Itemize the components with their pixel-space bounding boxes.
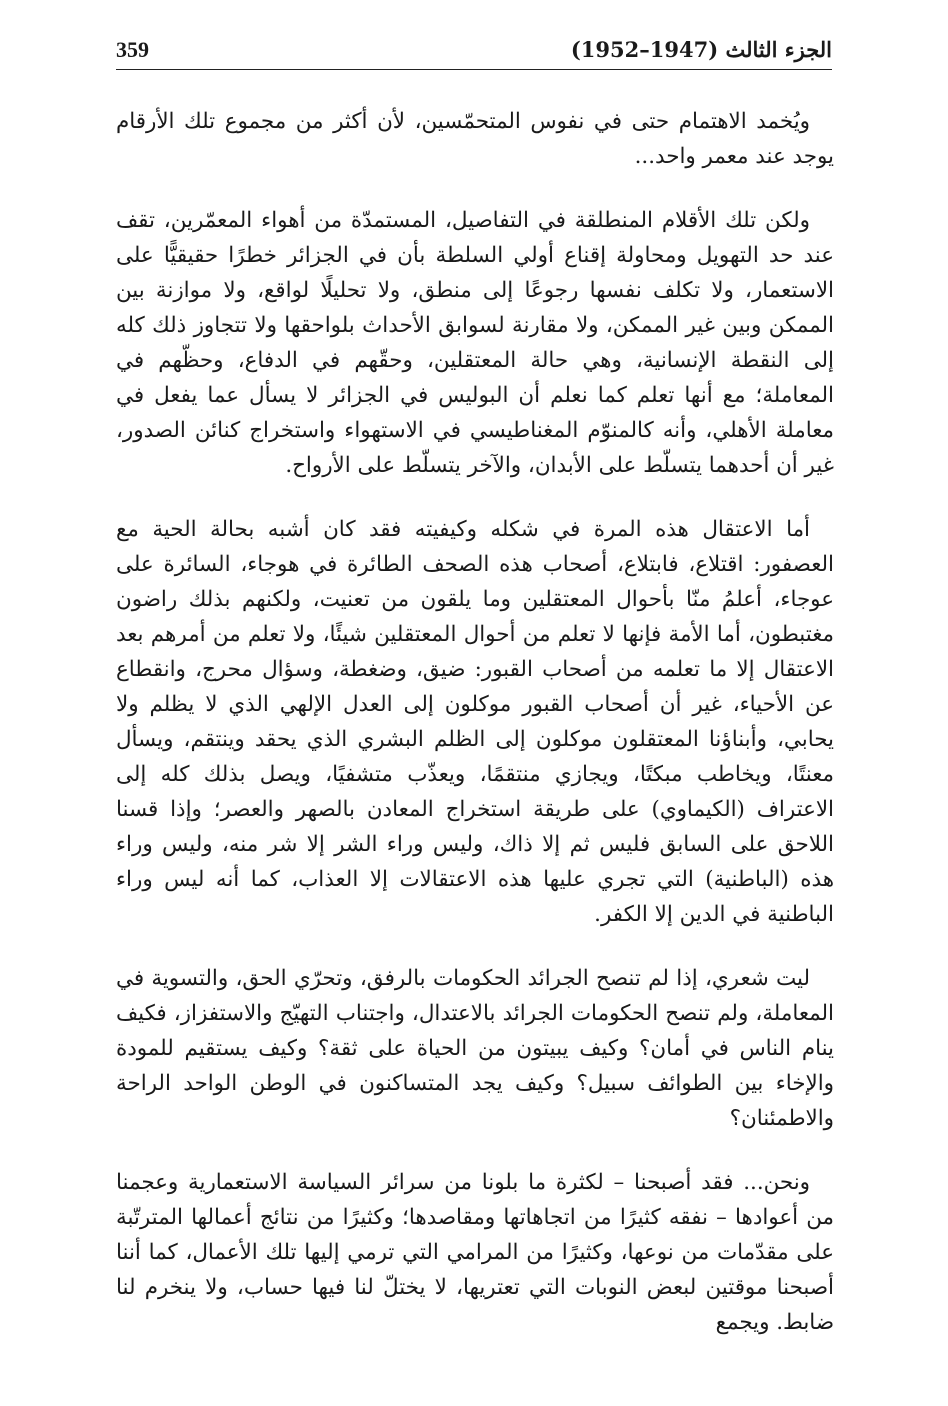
paragraph-2: ولكن تلك الأقلام المنطلقة في التفاصيل، المستمدّة من أهواء المعمّرين، تقف عند حد التهويل ومحاولة إقناع أولي السلطة بأن في الجزائر خطرًا حقيقيًّا على الاستعمار، ولا تكلف نفسها رجوعًا إلى منطق، ولا تحليلًا لواقع، ولا موازنة بين الممكن وبين غير الممكن، ولا مقارنة لسوابق الأحداث بلواحقها ولا تتجاوز ذلك كله إلى النقطة الإنسانية، وهي حالة المعتقلين، وحقّهم في الدفاع، وحظّهم في المعاملة؛ مع أنها تعلم كما نعلم أن البوليس في الجزائر لا يسأل عما يفعل في معاملة الأهلي، وأنه كالمنوّم المغناطيسي في الاستهواء واستخراج كنائن الصدور، غير أن أحدهما يتسلّط على الأبدان، والآخر يتسلّط على الأرواح. [116,208,834,478]
running-title: الجزء الثالث (1947–1952) [570,37,832,62]
page-body [116,104,834,1369]
paragraph-4: ليت شعري، إذا لم تنصح الجرائد الحكومات بالرفق، وتحرّي الحق، والتسوية في المعاملة، ولم تنصح الحكومات الجرائد بالاعتدال، واجتناب التهيّج والاستفزاز، فكيف ينام الناس في أمان؟ وكيف يبيتون من الحياة على ثقة؟ وكيف يستقيم للمودة والإخاء بين الطوائف سبيل؟ وكيف يجد المتساكنون في الوطن الواحد الراحة والاطمئنان؟ [116,966,834,1131]
paragraph-3: أما الاعتقال هذه المرة في شكله وكيفيته فقد كان أشبه بحالة الحية مع العصفور: اقتلاع، فابتلاع، أصحاب هذه الصحف الطائرة في هوجاء، السائرة على عوجاء، أعلمُ منّا بأحوال المعتقلين وما يلقون من تعنيت، ولكنهم بذلك راضون مغتبطون، أما الأمة فإنها لا تعلم من أحوال المعتقلين شيئًا، ولا تعلم من أمرهم بعد الاعتقال إلا ما تعلمه من أصحاب القبور: ضيق، وضغطة، وسؤال محرج، وانقطاع عن الأحياء، غير أن أصحاب القبور موكلون إلى العدل الإلهي الذي لا يظلم ولا يحابي، وأبناؤنا المعتقلون موكلون إلى الظلم البشري الذي يحقد وينتقم، ويسأل معنتًا، ويخاطب مبكتًا، ويجازي منتقمًا، ويعذّب متشفيًا، ويصل بذلك كله إلى الاعتراف (الكيماوي) على طريقة استخراج المعادن بالصهر والعصر؛ وإذا قسنا اللاحق على السابق فليس ثم إلا ذاك، وليس وراء الشر إلا شر منه، وليس وراء هذه (الباطنية) التي تجري عليها هذه الاعتقالات إلا العذاب، كما أنه ليس وراء الباطنية في الدين إلا الكفر. [116,517,834,927]
paragraph-5: ونحن... فقد أصبحنا – لكثرة ما بلونا من سرائر السياسة الاستعمارية وعجمنا من أعوادها – نفقه كثيرًا من اتجاهاتها ومقاصدها؛ وكثيرًا من نتائج أعمالها المترتّبة على مقدّمات من نوعها، وكثيرًا من المرامي التي ترمي إليها تلك الأعمال، كما أننا أصبحنا موقتين لبعض النوبات التي تعتريها، لا يختلّ لنا فيها حساب، ولا ينخرم لنا ضابط. ويجمع [116,1170,834,1335]
running-head [116,30,832,70]
page-number: 359 [116,36,149,62]
paragraph-1: ويُخمد الاهتمام حتى في نفوس المتحمّسين، لأن أكثر من مجموع تلك الأرقام يوجد عند معمر واحد... [116,109,834,169]
